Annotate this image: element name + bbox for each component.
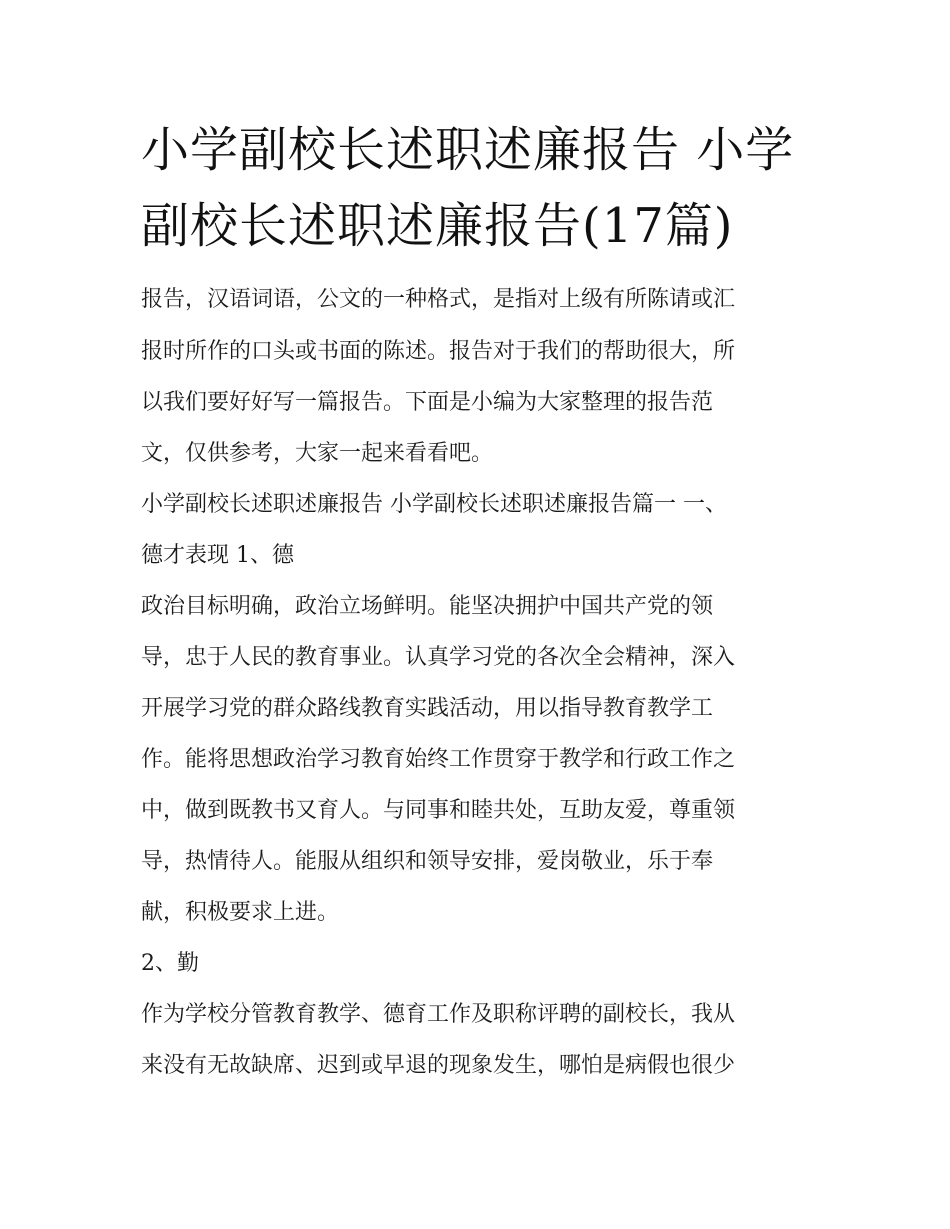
body-line: 报时所作的口头或书面的陈述。报告对于我们的帮助很大，所 [141,339,736,364]
body-line: 导，忠于人民的教育事业。认真学习党的各次全会精神，深入 [141,645,736,670]
body-line: 作为学校分管教育教学、德育工作及职称评聘的副校长，我从 [141,1002,736,1027]
body-line: 作。能将思想政治学习教育始终工作贯穿于教学和行政工作之 [141,747,736,772]
body-line: 报告，汉语词语，公文的一种格式，是指对上级有所陈请或汇 [141,287,736,312]
section-heading-line: 小学副校长述职述廉报告 小学副校长述职述廉报告篇一 一、 [141,492,727,517]
section-heading-line: 2、勤 [141,951,199,976]
body-line: 开展学习党的群众路线教育实践活动，用以指导教育教学工 [141,696,714,721]
body-line: 导，热情待人。能服从组织和领导安排，爱岗敬业，乐于奉 [141,849,714,874]
body-line: 来没有无故缺席、迟到或早退的现象发生，哪怕是病假也很少 [141,1053,736,1078]
body-line: 以我们要好好写一篇报告。下面是小编为大家整理的报告范 [141,390,714,415]
document-title: 小学副校长述职述廉报告 小学副校长述职述廉报告(17篇) [141,122,795,254]
body-line: 政治目标明确，政治立场鲜明。能坚决拥护中国共产党的领 [141,594,714,619]
body-line: 中，做到既教书又育人。与同事和睦共处，互助友爱，尊重领 [141,798,736,823]
section-heading-line: 德才表现 1、德 [141,543,294,568]
body-line: 献，积极要求上进。 [141,900,340,925]
body-line: 文，仅供参考，大家一起来看看吧。 [141,441,494,466]
